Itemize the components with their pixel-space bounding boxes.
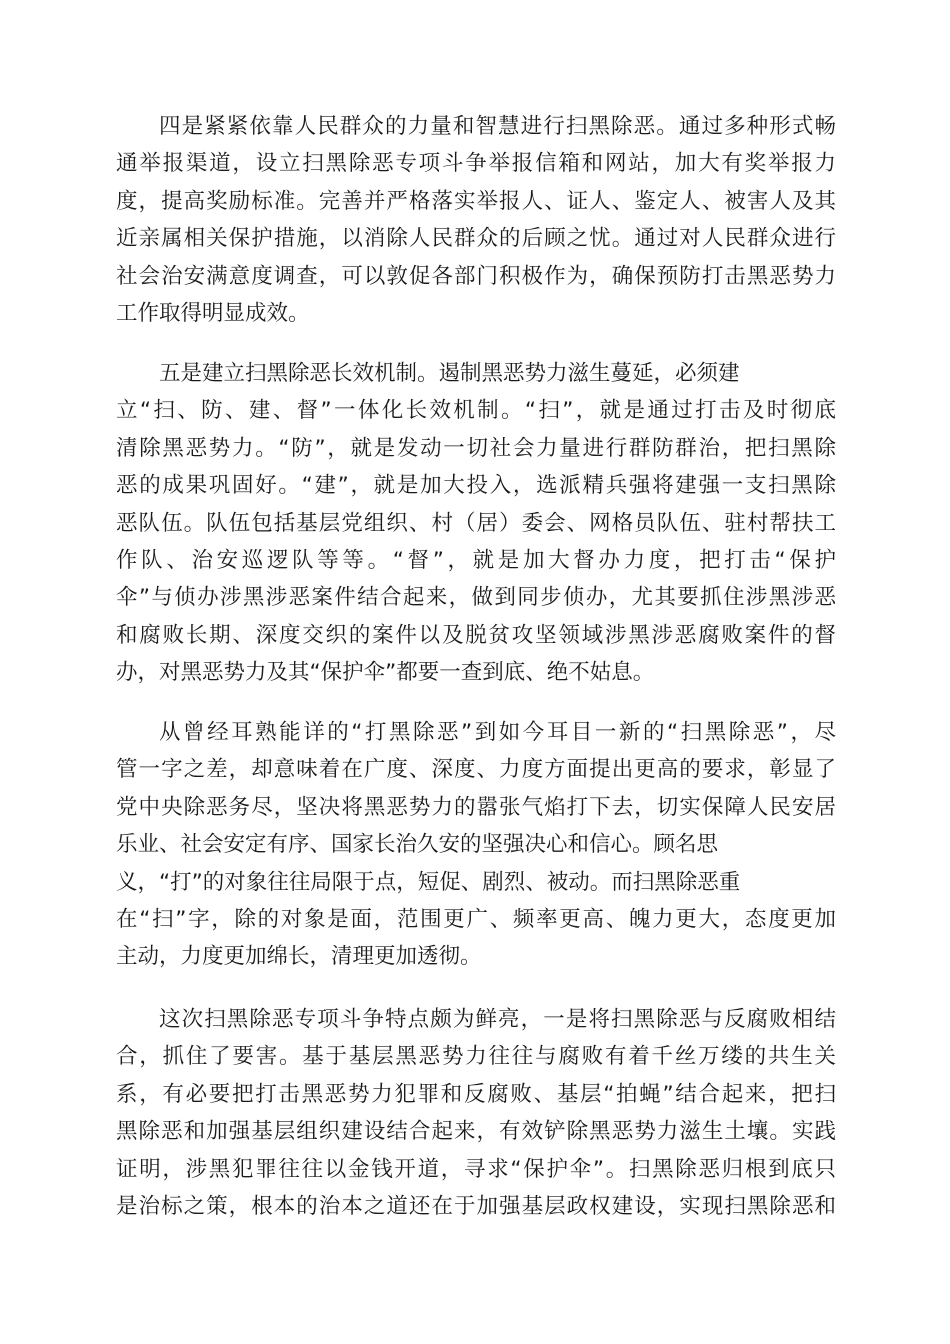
text-line: 党中央除恶务尽，坚决将黑恶势力的嚣张气焰打下去，切实保障人民安居 — [116, 794, 836, 820]
text-line: 这次扫黑除恶专项斗争特点颇为鲜亮，一是将扫黑除恶与反腐败相结 — [159, 1007, 836, 1032]
text-line: 五是建立扫黑除恶长效机制。遏制黑恶势力滋生蔓延，必须建 — [159, 361, 740, 386]
text-line: 乐业、社会安定有序、国家长治久安的坚强决心和信心。顾名思 — [116, 832, 719, 858]
text-line: 立“扫、防、建、督”一体化长效机制。“扫”，就是通过打击及时彻底 — [116, 398, 836, 424]
text-line: 伞”与侦办涉黑涉恶案件结合起来，做到同步侦办，尤其要抓住涉黑涉恶 — [116, 585, 836, 611]
text-line: 作队、治安巡逻队等等。“督”，就是加大督办力度，把打击“保护 — [116, 547, 836, 573]
text-line: 清除黑恶势力。“防”，就是发动一切社会力量进行群防群治，把扫黑除 — [116, 435, 836, 461]
text-line: 在“扫”字，除的对象是面，范围更广、频率更高、魄力更大，态度更加 — [116, 906, 836, 932]
paragraph-3 — [116, 714, 836, 976]
text-line: 恶的成果巩固好。“建”，就是加大投入，选派精兵强将建强一支扫黑除 — [116, 473, 836, 499]
text-line: 恶队伍。队伍包括基层党组织、村（居）委会、网格员队伍、驻村帮扶工 — [116, 510, 836, 536]
paragraph-1 — [116, 108, 836, 332]
text-line: 度，提高奖励标准。完善并严格落实举报人、证人、鉴定人、被害人及其 — [116, 188, 836, 214]
text-line: 四是紧紧依靠人民群众的力量和智慧进行扫黑除恶。通过多种形式畅 — [159, 114, 836, 139]
text-line: 管一字之差，却意味着在广度、深度、力度方面提出更高的要求，彰显了 — [116, 757, 836, 783]
text-line: 主动，力度更加绵长，清理更加透彻。 — [116, 944, 482, 970]
text-line: 黑除恶和加强基层组织建设结合起来，有效铲除黑恶势力滋生土壤。实践 — [116, 1119, 836, 1145]
text-line: 社会治安满意度调查，可以敦促各部门积极作为，确保预防打击黑恶势力 — [116, 263, 836, 289]
text-line: 工作取得明显成效。 — [116, 300, 310, 326]
text-line: 和腐败长期、深度交织的案件以及脱贫攻坚领域涉黑涉恶腐败案件的督 — [116, 622, 836, 648]
paragraph-4 — [116, 1001, 836, 1225]
text-line: 从曾经耳熟能详的“打黑除恶”到如今耳目一新的“扫黑除恶”，尽 — [159, 720, 836, 745]
text-line: 通举报渠道，设立扫黑除恶专项斗争举报信箱和网站，加大有奖举报力 — [116, 151, 836, 177]
text-line: 办，对黑恶势力及其“保护伞”都要一查到底、绝不姑息。 — [116, 660, 655, 686]
text-line: 是治标之策，根本的治本之道还在于加强基层政权建设，实现扫黑除恶和 — [116, 1193, 836, 1219]
text-line: 系，有必要把打击黑恶势力犯罪和反腐败、基层“拍蝇”结合起来，把扫 — [116, 1081, 836, 1107]
text-line: 近亲属相关保护措施，以消除人民群众的后顾之忧。通过对人民群众进行 — [116, 226, 836, 252]
text-line: 义，“打”的对象往往局限于点，短促、剧烈、被动。而扫黑除恶重 — [116, 869, 741, 895]
text-line: 证明，涉黑犯罪往往以金钱开道，寻求“保护伞”。扫黑除恶归根到底只 — [116, 1156, 836, 1182]
text-line: 合，抓住了要害。基于基层黑恶势力往往与腐败有着千丝万缕的共生关 — [116, 1044, 836, 1070]
paragraph-2 — [116, 355, 836, 692]
